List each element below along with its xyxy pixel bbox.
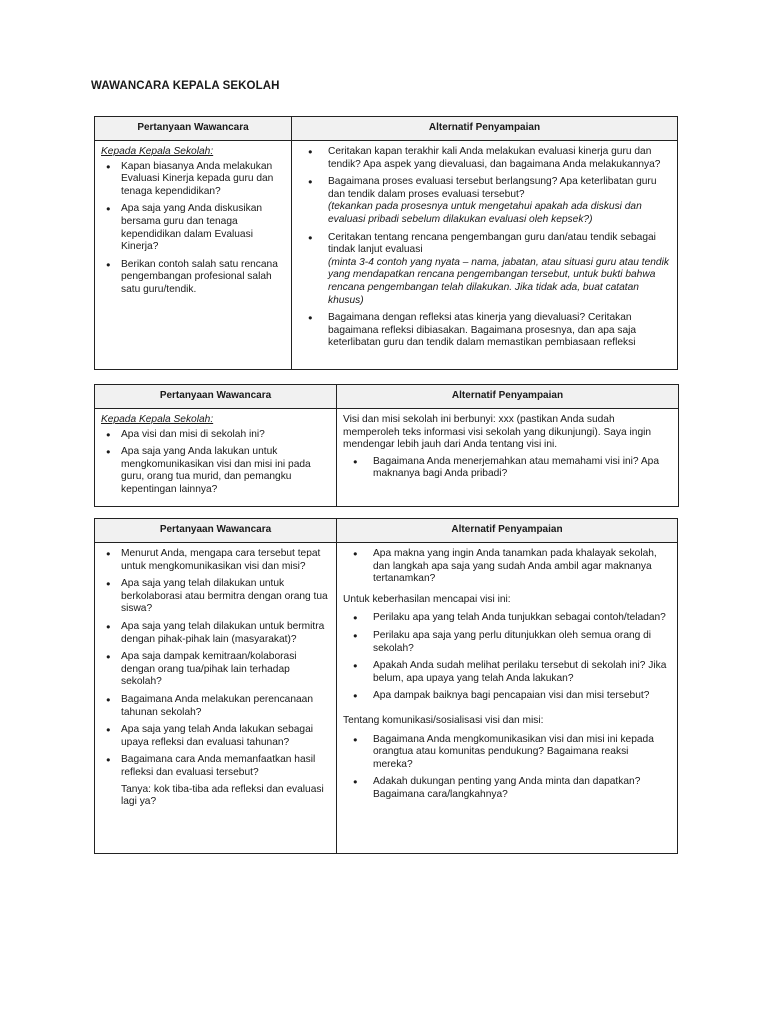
addressee-label: Kepada Kepala Sekolah:	[101, 414, 214, 425]
column-header-alternatives: Alternatif Penyampaian	[337, 519, 678, 543]
alternatives-cell	[337, 543, 678, 854]
alternative-item: ● Apakah Anda sudah melihat perilaku tersebut di sekolah ini? Jika belum, apa upaya yang telah Anda lakukan?	[349, 660, 670, 685]
question-item: ● Apa saja dampak kemitraan/kolaborasi dengan orang tua/pihak lain terhadap sekolah?	[101, 651, 329, 689]
question-item: ● Apa saja yang telah dilakukan untuk bermitra dengan pihak-pihak lain (masyarakat)?	[101, 621, 329, 646]
addressee-label: Kepada Kepala Sekolah:	[101, 146, 214, 157]
reviewer-comment: Tanya: kok tiba-tiba ada refleksi dan evaluasi lagi ya?	[121, 783, 324, 808]
column-header-alternatives: Alternatif Penyampaian	[292, 117, 678, 141]
question-item: ● Kapan biasanya Anda melakukan Evaluasi Kinerja kepada guru dan tenaga kependidikan?	[101, 161, 284, 199]
alternatives-cell	[292, 141, 678, 370]
section-label-keberhasilan: Untuk keberhasilan mencapai visi ini:	[343, 593, 511, 605]
questions-cell	[95, 543, 337, 854]
alternative-item: ● Bagaimana dengan refleksi atas kinerja yang dievaluasi? Ceritakan bagaimana refleksi dibiasakan. Bagaimana prosesnya, dan apa saja keterlibatan guru dan tendik dalam memastikan pembiasaan refleksi	[304, 312, 670, 350]
column-header-alternatives: Alternatif Penyampaian	[337, 385, 679, 409]
column-header-questions: Pertanyaan Wawancara	[95, 117, 292, 141]
questions-cell	[95, 141, 292, 370]
question-item: ● Apa saja yang Anda diskusikan bersama guru dan tenaga kependidikan dalam Evaluasi Kinerja?	[101, 203, 284, 253]
column-header-questions: Pertanyaan Wawancara	[95, 385, 337, 409]
interview-table-misi	[94, 518, 678, 854]
question-item: ● Bagaimana Anda melakukan perencanaan tahunan sekolah?	[101, 694, 329, 719]
alternatives-cell	[337, 409, 679, 507]
alternative-item: ● Bagaimana Anda menerjemahkan atau memahami visi ini? Apa maknanya bagi Anda pribadi?	[349, 456, 671, 481]
alternative-item: ● Apa makna yang ingin Anda tanamkan pada khalayak sekolah, dan langkah apa saja yang sudah Anda ambil agar maknanya tertanamkan?	[349, 548, 670, 586]
section-label-komunikasi: Tentang komunikasi/sosialisasi visi dan misi:	[343, 714, 544, 726]
document-title: WAWANCARA KEPALA SEKOLAH	[91, 80, 280, 92]
question-item: ● Menurut Anda, mengapa cara tersebut tepat untuk mengkomunikasikan visi dan misi?	[101, 548, 329, 573]
question-item: ● Apa visi dan misi di sekolah ini?	[101, 429, 329, 442]
alternative-item: ● Perilaku apa yang telah Anda tunjukkan sebagai contoh/teladan?	[349, 612, 670, 625]
alternative-item: ● Adakah dukungan penting yang Anda minta dan dapatkan? Bagaimana cara/langkahnya?	[349, 776, 670, 801]
question-item: ● Berikan contoh salah satu rencana pengembangan profesional salah satu guru/tendik.	[101, 259, 284, 297]
column-header-questions: Pertanyaan Wawancara	[95, 519, 337, 543]
alternative-item: ● Ceritakan kapan terakhir kali Anda melakukan evaluasi kinerja guru dan tendik? Apa aspek yang dievaluasi, dan bagaimana Anda melakukannya?	[304, 146, 670, 171]
interview-table-evaluasi	[94, 116, 678, 370]
alternative-item: ● Bagaimana Anda mengkomunikasikan visi dan misi ini kepada orangtua atau komunitas pendukung? Bagaimana reaksi mereka?	[349, 734, 670, 772]
vision-intro: Visi dan misi sekolah ini berbunyi: xxx (pastikan Anda sudah memperoleh teks informasi visi sekolah yang dikunjungi). Saya ingin mendengar lebih jauh dari Anda tentang visi ini.	[343, 414, 652, 451]
question-item: ● Bagaimana cara Anda memanfaatkan hasil refleksi dan evaluasi tersebut?	[101, 754, 329, 779]
alternative-item: ● Perilaku apa saja yang perlu ditunjukkan oleh semua orang di sekolah?	[349, 630, 670, 655]
interviewer-note: (tekankan pada prosesnya untuk mengetahui apakah ada diskusi dan evaluasi pribadi sebelum dilakukan evaluasi oleh kepsek?)	[328, 201, 642, 225]
questions-cell	[95, 409, 337, 507]
interview-table-visi	[94, 384, 679, 507]
question-item: ● Apa saja yang telah dilakukan untuk berkolaborasi atau bermitra dengan orang tua siswa?	[101, 578, 329, 616]
alternative-item: ● Bagaimana proses evaluasi tersebut berlangsung? Apa keterlibatan guru dan tendik dalam proses evaluasi tersebut? (tekankan pada prosesnya untuk mengetahui apakah ada diskusi dan evaluasi pribadi sebelum dilakukan evaluasi oleh kepsek?)	[304, 176, 670, 226]
interviewer-note: (minta 3-4 contoh yang nyata – nama, jabatan, atau situasi guru atau tendik yang mendapatkan rencana pengembangan tersebut, untuk bukti bahwa rencana pengembangan telah dilakukan. Jika tidak ada, buat catatan khusus)	[328, 256, 669, 306]
question-item: ● Apa saja yang Anda lakukan untuk mengkomunikasikan visi dan misi ini pada guru, orang tua murid, dan pemangku kepentingan lainnya?	[101, 446, 329, 496]
alternative-item: ● Ceritakan tentang rencana pengembangan guru dan/atau tendik sebagai tindak lanjut evaluasi (minta 3-4 contoh yang nyata – nama, jabatan, atau situasi guru atau tendik yang mendapatkan rencana pengembangan tersebut, untuk bukti bahwa rencana pengembangan telah dilakukan. Jika tidak ada, buat catatan khusus)	[304, 232, 670, 308]
question-item: ● Apa saja yang telah Anda lakukan sebagai upaya refleksi dan evaluasi tahunan?	[101, 724, 329, 749]
alternative-item: ● Apa dampak baiknya bagi pencapaian visi dan misi tersebut?	[349, 690, 670, 703]
